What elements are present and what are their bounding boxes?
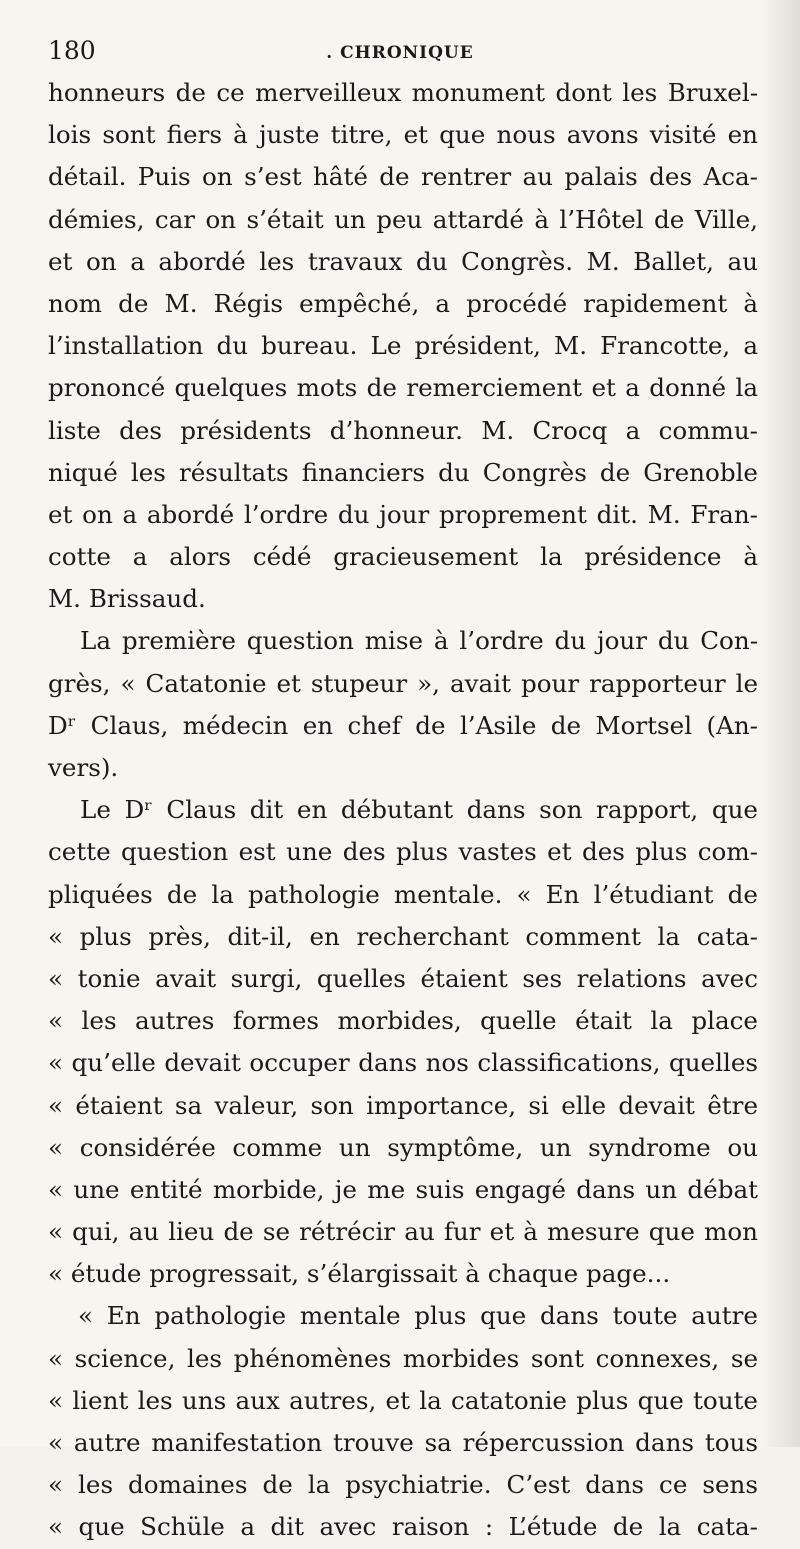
page-number: 180 — [48, 36, 96, 65]
text-line: prononcé quelques mots de remerciement et a donné la — [48, 373, 758, 403]
text-line: « tonie avait surgi, quelles étaient ses relations avec — [48, 963, 758, 993]
running-title: . CHRONIQUE — [326, 43, 474, 63]
text-line: l’installation du bureau. Le président, M. Francotte, a — [48, 331, 758, 361]
text-line: « les domaines de la psychiatrie. C’est dans ce sens — [48, 1470, 758, 1500]
text-line: « qui, au lieu de se rétrécir au fur et à mesure que mon — [48, 1217, 758, 1247]
text-line: « lient les uns aux autres, et la catatonie plus que toute — [48, 1385, 758, 1415]
text-line: « En pathologie mentale plus que dans toute autre — [78, 1301, 758, 1331]
text-line: grès, « Catatonie et stupeur », avait pour rapporteur le — [48, 668, 758, 698]
text-line: « étaient sa valeur, son importance, si elle devait être — [48, 1090, 758, 1120]
text-line: « les autres formes morbides, quelle était la place — [48, 1006, 758, 1036]
text-line: « considérée comme un symptôme, un syndrome ou — [48, 1132, 758, 1162]
text-line: et on a abordé l’ordre du jour proprement dit. M. Fran- — [48, 499, 758, 529]
text-line: démies, car on s’était un peu attardé à l’Hôtel de Ville, — [48, 204, 758, 234]
text-line: vers). — [48, 753, 119, 782]
text-line: La première question mise à l’ordre du jour du Con- — [80, 626, 758, 656]
text-line: « une entité morbide, je me suis engagé dans un débat — [48, 1174, 758, 1204]
text-line: cette question est une des plus vastes et des plus com- — [48, 837, 758, 867]
text-line: cotte a alors cédé gracieusement la présidence à — [48, 542, 758, 572]
text-line: Le Dʳ Claus dit en débutant dans son rapport, que — [80, 795, 758, 825]
text-line: « qu’elle devait occuper dans nos classifications, quelles — [48, 1048, 758, 1078]
text-line: « autre manifestation trouve sa répercussion dans tous — [48, 1428, 758, 1457]
text-line: « étude progressait, s’élargissait à chaque page... — [48, 1259, 671, 1289]
text-line: détail. Puis on s’est hâté de rentrer au palais des Aca- — [48, 162, 758, 192]
text-line: niqué les résultats financiers du Congrès de Grenoble — [48, 457, 758, 487]
text-line: « que Schüle a dit avec raison : L’étude de la cata- — [48, 1512, 758, 1542]
body-text — [48, 72, 758, 1549]
text-line: M. Brissaud. — [48, 584, 206, 614]
text-line: lois sont fiers à juste titre, et que nous avons visité en — [48, 120, 758, 150]
text-line: et on a abordé les travaux du Congrès. M. Ballet, au — [48, 246, 758, 276]
text-line: Dʳ Claus, médecin en chef de l’Asile de Mortsel (An- — [48, 710, 758, 740]
text-line: pliquées de la pathologie mentale. « En l’étudiant de — [48, 879, 758, 909]
running-head — [48, 36, 752, 66]
text-line: « plus près, dit-il, en recherchant comment la cata- — [48, 921, 758, 951]
text-line: nom de M. Régis empêché, a procédé rapidement à — [48, 288, 758, 318]
text-line: « science, les phénomènes morbides sont connexes, se — [48, 1343, 758, 1373]
text-line: honneurs de ce merveilleux monument dont les Bruxel- — [48, 78, 758, 107]
text-line: liste des présidents d’honneur. M. Crocq a commu- — [48, 415, 758, 445]
